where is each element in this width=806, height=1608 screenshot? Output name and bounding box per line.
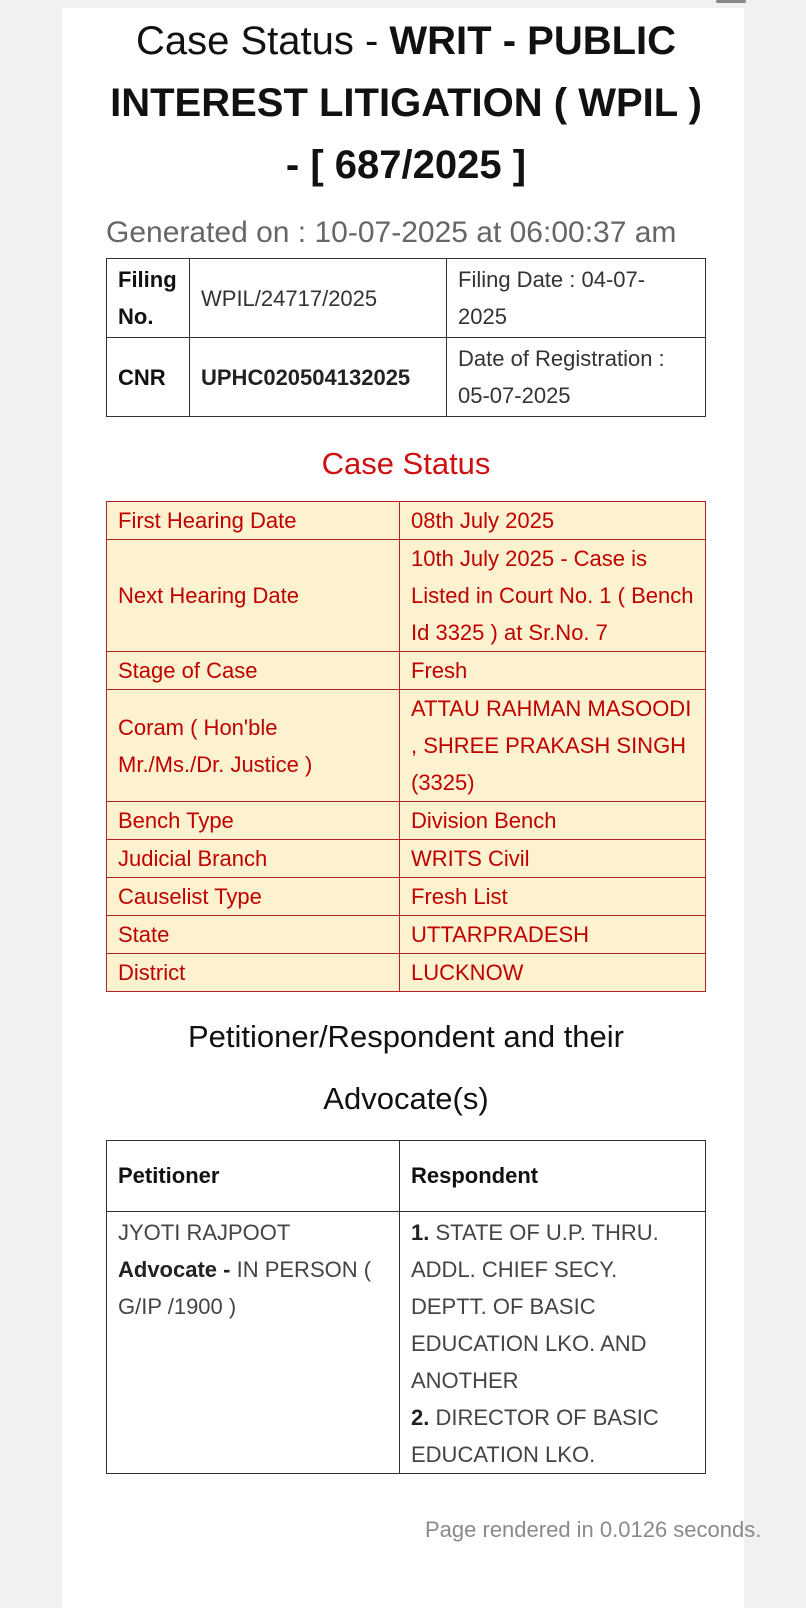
case-status-page	[62, 8, 744, 1608]
respondent-number: 1.	[411, 1220, 430, 1245]
status-value: Fresh List	[400, 878, 706, 916]
respondent-cell	[400, 1212, 706, 1474]
table-row	[107, 652, 706, 690]
status-label: Causelist Type	[107, 878, 400, 916]
filing-no-value: WPIL/24717/2025	[190, 259, 447, 338]
petitioner-header: Petitioner	[107, 1141, 400, 1212]
respondent-item	[411, 1214, 694, 1399]
filing-info-table	[106, 258, 706, 417]
status-value: 08th July 2025	[400, 502, 706, 540]
status-label: Next Hearing Date	[107, 540, 400, 652]
status-label: Stage of Case	[107, 652, 400, 690]
status-value: 10th July 2025 - Case is Listed in Court No. 1 ( Bench Id 3325 ) at Sr.No. 7	[400, 540, 706, 652]
status-value: Fresh	[400, 652, 706, 690]
status-value: LUCKNOW	[400, 954, 706, 992]
generated-on: Generated on : 10-07-2025 at 06:00:37 am	[106, 216, 677, 249]
registration-date: Date of Registration : 05-07-2025	[447, 338, 706, 417]
status-label: First Hearing Date	[107, 502, 400, 540]
table-row	[107, 1212, 706, 1474]
table-row	[107, 840, 706, 878]
status-value: WRITS Civil	[400, 840, 706, 878]
cnr-value: UPHC020504132025	[190, 338, 447, 417]
case-status-heading: Case Status	[321, 446, 491, 481]
status-label: State	[107, 916, 400, 954]
filing-no-label: Filing No.	[107, 259, 190, 338]
respondent-text: STATE OF U.P. THRU. ADDL. CHIEF SECY. DEPTT. OF BASIC EDUCATION LKO. AND ANOTHER	[411, 1220, 659, 1393]
advocate-value: IN PERSON ( G/IP /1900 )	[118, 1257, 372, 1319]
parties-table	[106, 1140, 706, 1474]
respondent-text: DIRECTOR OF BASIC EDUCATION LKO.	[411, 1405, 659, 1467]
table-row	[107, 916, 706, 954]
status-label: District	[107, 954, 400, 992]
table-row	[107, 954, 706, 992]
page-title	[106, 10, 706, 196]
filing-date: Filing Date : 04-07-2025	[447, 259, 706, 338]
parties-heading: Petitioner/Respondent and their Advocate(s)	[187, 1019, 624, 1116]
cnr-label: CNR	[107, 338, 190, 417]
petitioner-name: JYOTI RAJPOOT	[118, 1220, 291, 1245]
table-row	[107, 540, 706, 652]
status-value: Division Bench	[400, 802, 706, 840]
table-row	[107, 259, 706, 338]
advocate-label: Advocate -	[118, 1257, 231, 1282]
respondent-item	[411, 1399, 694, 1473]
status-label: Coram ( Hon'ble Mr./Ms./Dr. Justice )	[107, 690, 400, 802]
petitioner-cell	[107, 1212, 400, 1474]
table-row	[107, 502, 706, 540]
table-row	[107, 878, 706, 916]
status-value: UTTARPRADESH	[400, 916, 706, 954]
table-row	[107, 690, 706, 802]
table-header-row	[107, 1141, 706, 1212]
petitioner-advocate	[118, 1251, 388, 1325]
table-row	[107, 802, 706, 840]
status-label: Judicial Branch	[107, 840, 400, 878]
respondent-header: Respondent	[400, 1141, 706, 1212]
title-case-type: WRIT - PUBLIC INTEREST LITIGATION ( WPIL ) - [ 687/2025 ]	[110, 19, 702, 187]
case-status-table	[106, 501, 706, 992]
top-edge-mark	[716, 0, 746, 3]
render-time-note: Page rendered in 0.0126 seconds.	[425, 1517, 762, 1542]
status-label: Bench Type	[107, 802, 400, 840]
respondent-number: 2.	[411, 1405, 430, 1430]
table-row	[107, 338, 706, 417]
title-prefix: Case Status -	[135, 19, 390, 63]
status-value: ATTAU RAHMAN MASOODI , SHREE PRAKASH SINGH (3325)	[400, 690, 706, 802]
